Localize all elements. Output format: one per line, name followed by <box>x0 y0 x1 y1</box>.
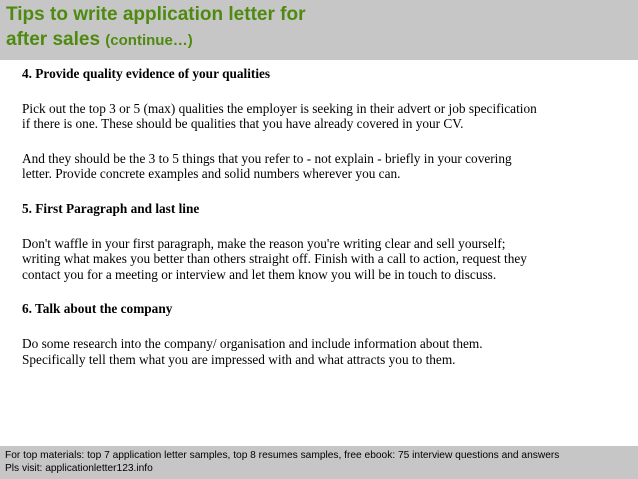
section-heading-6: 6. Talk about the company <box>22 301 173 317</box>
section-5-paragraph-1 <box>22 236 622 283</box>
page-title <box>6 2 305 53</box>
footer-line-1: For top materials: top 7 application letter samples, top 8 resumes samples, free ebook: 75 interview questions and answers <box>5 450 560 461</box>
section-heading-5: 5. First Paragraph and last line <box>22 200 200 216</box>
footer-text <box>5 450 559 475</box>
section-heading-4: 4. Provide quality evidence of your qualities <box>22 66 271 81</box>
title-line-2 <box>6 27 305 53</box>
footer-line-2: Pls visit: applicationletter123.info <box>5 462 153 474</box>
text-line: letter. Provide concrete examples and solid numbers wherever you can. <box>22 166 401 182</box>
text-line: Specifically tell them what you are impressed with and what attracts you to them. <box>22 351 456 367</box>
text-line: Don't waffle in your first paragraph, make the reason you're writing clear and sell yourself; <box>22 235 506 251</box>
section-4-paragraph-2 <box>22 151 622 182</box>
text-line: Pick out the top 3 or 5 (max) qualities the employer is seeking in their advert or job specification <box>22 100 537 116</box>
section-6-paragraph-1 <box>22 336 622 367</box>
text-line: writing what makes you better than others straight off. Finish with a call to action, request they <box>22 251 527 267</box>
content-body <box>22 66 622 367</box>
title-line-2-main: after sales <box>6 29 101 50</box>
text-line: And they should be the 3 to 5 things that you refer to - not explain - briefly in your covering <box>22 150 512 166</box>
title-continue-suffix: (continue…) <box>105 32 193 49</box>
text-line: Do some research into the company/ organisation and include information about them. <box>22 335 483 351</box>
text-line: if there is one. These should be qualities that you have already covered in your CV. <box>22 116 464 132</box>
section-4-paragraph-1 <box>22 101 622 132</box>
title-line-1: Tips to write application letter for <box>6 4 306 25</box>
text-line: contact you for a meeting or interview and let them know you will be in touch to discuss. <box>22 266 497 282</box>
